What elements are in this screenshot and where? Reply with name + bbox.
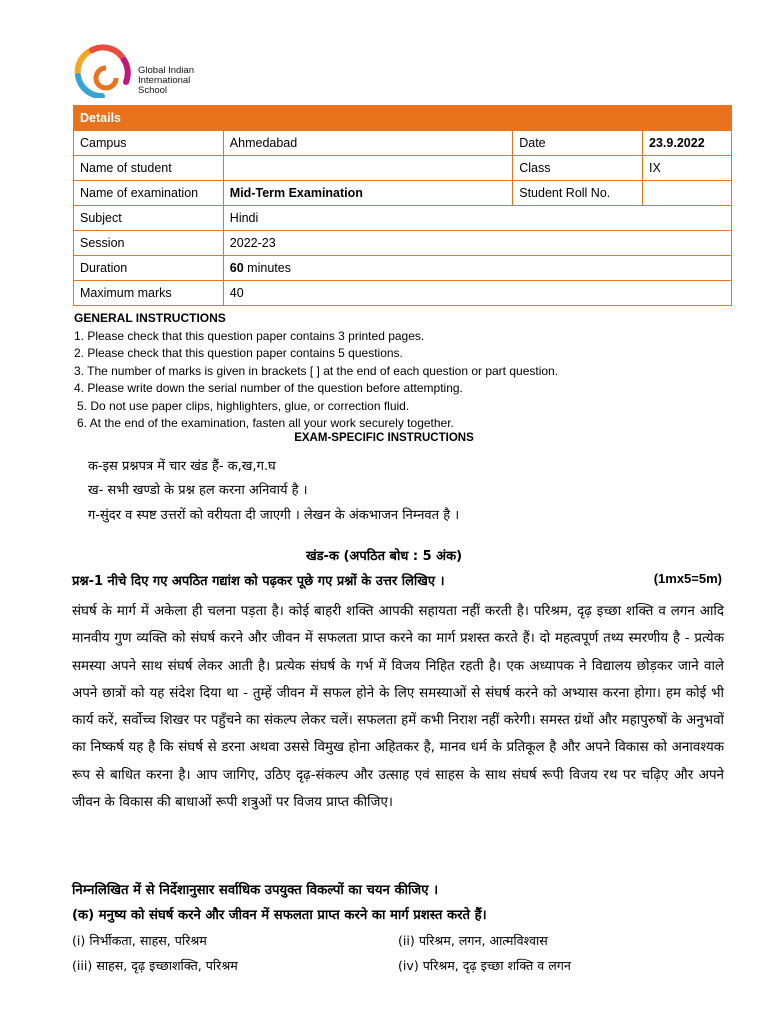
subject-label: Subject bbox=[74, 206, 224, 231]
class-value: IX bbox=[643, 156, 732, 181]
date-label: Date bbox=[513, 131, 643, 156]
session-label: Session bbox=[74, 231, 224, 256]
instruction-item: 2. Please check that this question paper contains 5 questions. bbox=[74, 346, 403, 360]
marks-value: 40 bbox=[223, 281, 731, 306]
campus-label: Campus bbox=[74, 131, 224, 156]
choose-instruction: निम्नलिखित में से निर्देशानुसार सर्वाधिक उपयुक्त विकल्पों का चयन कीजिए । bbox=[72, 883, 439, 898]
table-row bbox=[74, 231, 732, 256]
roll-number-field[interactable] bbox=[643, 181, 732, 206]
question-a: (क) मनुष्य को संघर्ष करने और जीवन में सफलता प्राप्त करने का मार्ग प्रशस्त करते हैं। bbox=[72, 908, 487, 923]
class-label: Class bbox=[513, 156, 643, 181]
table-row bbox=[74, 156, 732, 181]
roll-label: Student Roll No. bbox=[513, 181, 643, 206]
unseen-passage: संघर्ष के मार्ग में अकेला ही चलना पड़ता है। कोई बाहरी शक्ति आपकी सहायता नहीं करती है। परिश्रम, दृढ़ इच्छा शक्ति व लगन आदि मानवीय गुण व्यक्ति को संघर्ष करने और जीवन में सफलता प्राप्त करने का मार्ग प्रशस्त करते हैं। दो महत्वपूर्ण तथ्य स्मरणीय है - प्रत्येक समस्या अपने साथ संघर्ष लेकर आती है। प्रत्येक संघर्ष के गर्भ में विजय निहित रहती है। एक अध्यापक ने विद्यालय छोड़कर जाने वाले अपने छात्रों को यह संदेश दिया था - तुम्हें जीवन में सफल होने के लिए समस्याओं से संघर्ष करने को अभ्यास करना होगा। हम कोई भी कार्य करें, सर्वोच्च शिखर पर पहुँचने का संकल्प लेकर चलें। सफलता हमें कभी निराश नहीं करेगी। समस्त ग्रंथों और महापुरुषों के अनुभवों का निष्कर्ष यह है कि संघर्ष से डरना अथवा उससे विमुख होना अहितकर है, मानव धर्म के प्रतिकूल है और अपने विकास को अनावश्यक रूप से बाधित करना है। आप जागिए, उठिए दृढ़-संकल्प और उत्साह एवं साहस के साथ संघर्ष रूपी विजय रथ पर चढ़िए और अपने जीवन के विकास की बाधाओं रूपी शत्रुओं पर विजय प्राप्त कीजिए। bbox=[72, 604, 724, 811]
subject-value: Hindi bbox=[223, 206, 731, 231]
campus-value: Ahmedabad bbox=[223, 131, 512, 156]
duration-value: 60 minutes bbox=[223, 256, 731, 281]
student-label: Name of student bbox=[74, 156, 224, 181]
instruction-item: 6. At the end of the examination, fasten all your work securely together. bbox=[77, 416, 454, 430]
table-row bbox=[74, 181, 732, 206]
table-row bbox=[74, 131, 732, 156]
session-value: 2022-23 bbox=[223, 231, 731, 256]
option-ii[interactable]: (ii) परिश्रम, लगन, आत्मविश्वास bbox=[398, 933, 548, 948]
question-1-text: प्रश्न-1 नीचे दिए गए अपठित गद्यांश को पढ़कर पूछे गए प्रश्नों के उत्तर लिखिए । bbox=[72, 574, 445, 589]
exam-label: Name of examination bbox=[74, 181, 224, 206]
exam-instruction-item: ख- सभी खण्डो के प्रश्न हल करना अनिवार्य है । bbox=[88, 483, 308, 498]
question-1 bbox=[72, 571, 722, 589]
exam-instruction-item: ग-सुंदर व स्पष्ट उत्तरों को वरीयता दी जाएगी । लेखन के अंकभाजन निम्नवत है । bbox=[88, 508, 460, 523]
instruction-item: 4. Please write down the serial number of the question before attempting. bbox=[74, 381, 463, 395]
table-row bbox=[74, 256, 732, 281]
table-row bbox=[74, 281, 732, 306]
details-table bbox=[73, 105, 732, 306]
duration-label: Duration bbox=[74, 256, 224, 281]
exam-value: Mid-Term Examination bbox=[223, 181, 512, 206]
exam-specific-title: EXAM-SPECIFIC INSTRUCTIONS bbox=[294, 432, 474, 444]
question-1-marks: (1mx5=5m) bbox=[653, 571, 722, 586]
student-name-field[interactable] bbox=[223, 156, 512, 181]
instruction-item: 5. Do not use paper clips, highlighters, glue, or correction fluid. bbox=[77, 398, 410, 413]
general-instructions-title: GENERAL INSTRUCTIONS bbox=[74, 311, 226, 325]
option-iv[interactable]: (iv) परिश्रम, दृढ़ इच्छा शक्ति व लगन bbox=[398, 958, 571, 973]
instruction-item: 3. The number of marks is given in brackets [ ] at the end of each question or part question. bbox=[74, 363, 559, 378]
option-i[interactable]: (i) निर्भीकता, साहस, परिश्रम bbox=[72, 933, 207, 948]
section-title: खंड-क (अपठित बोध : 5 अंक) bbox=[305, 549, 463, 564]
instruction-item: 1. Please check that this question paper contains 3 printed pages. bbox=[74, 328, 425, 343]
table-row bbox=[74, 206, 732, 231]
details-header: Details bbox=[74, 106, 732, 131]
general-instructions bbox=[74, 310, 754, 433]
option-iii[interactable]: (iii) साहस, दृढ़ इच्छाशक्ति, परिश्रम bbox=[72, 958, 238, 973]
date-value: 23.9.2022 bbox=[643, 131, 732, 156]
marks-label: Maximum marks bbox=[74, 281, 224, 306]
exam-instruction-item: क-इस प्रश्नपत्र में चार खंड हैं- क,ख,ग.घ bbox=[88, 459, 276, 474]
school-name: Global Indian International School bbox=[138, 65, 194, 96]
